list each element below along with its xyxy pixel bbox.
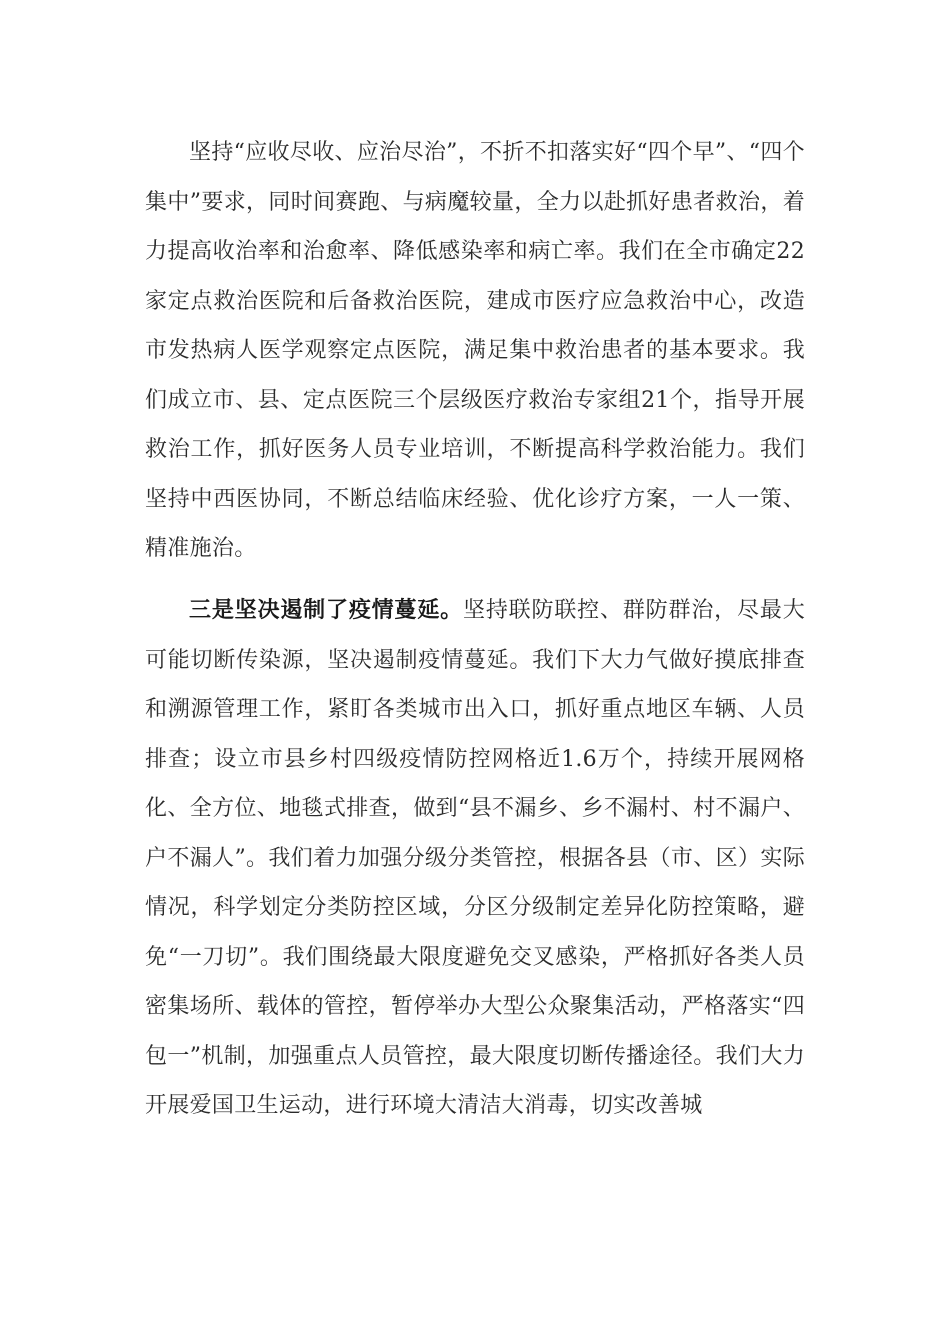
paragraph-containment xyxy=(145,586,805,1131)
body-text-section-2 xyxy=(145,586,805,1131)
paragraph-text: 坚持联防联控、群防群治，尽最大可能切断传染源，坚决遏制疫情蔓延。我们下大力气做好摸底排查和溯源管理工作，紧盯各类城市出入口，抓好重点地区车辆、人员排查；设立市县乡村四级疫情防控网格近1.6万个，持续开展网格化、全方位、地毯式排查，做到“县不漏乡、乡不漏村、村不漏户、户不漏人”。我们着力加强分级分类管控，根据各县（市、区）实际情况，科学划定分类防控区域，分区分级制定差异化防控策略，避免“一刀切”。我们围绕最大限度避免交叉感染，严格抓好各类人员密集场所、载体的管控，暂停举办大型公众聚集活动，严格落实“四包一”机制，加强重点人员管控，最大限度切断传播途径。我们大力开展爱国卫生运动，进行环境大清洁大消毒，切实改善城 xyxy=(145,598,805,1118)
body-text-section-1 xyxy=(145,128,805,574)
paragraph-treatment xyxy=(145,128,805,574)
paragraph-lead-heading: 三是坚决遏制了疫情蔓延。 xyxy=(189,597,464,623)
paragraph-text: 坚持“应收尽收、应治尽治”，不折不扣落实好“四个早”、“四个集中”要求，同时间赛跑、与病魔较量，全力以赴抓好患者救治，着力提高收治率和治愈率、降低感染率和病亡率。我们在全市确定22家定点救治医院和后备救治医院，建成市医疗应急救治中心，改造市发热病人医学观察定点医院，满足集中救治患者的基本要求。我们成立市、县、定点医院三个层级医疗救治专家组21个，指导开展救治工作，抓好医务人员专业培训，不断提高科学救治能力。我们坚持中西医协同，不断总结临床经验、优化诊疗方案，一人一策、精准施治。 xyxy=(145,140,805,561)
